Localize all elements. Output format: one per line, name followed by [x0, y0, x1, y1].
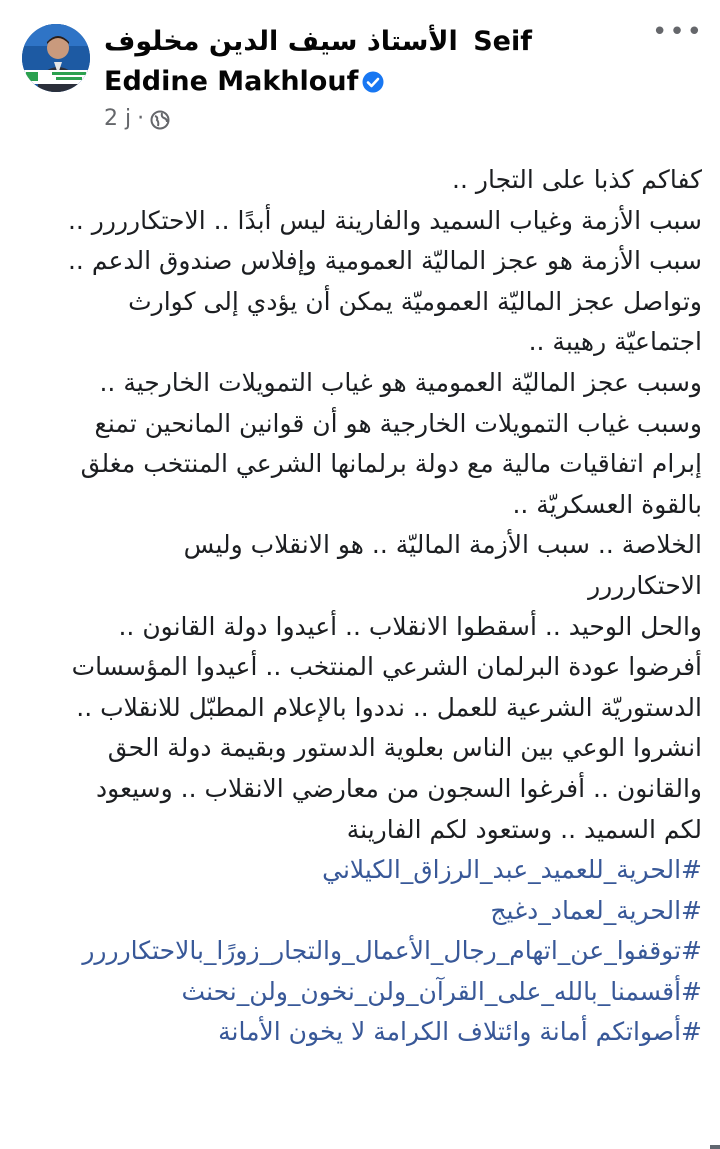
- hashtag-link[interactable]: #أقسمنا_بالله_على_القرآن_ولن_نخون_ولن_نحنث: [181, 976, 702, 1006]
- author-avatar[interactable]: [22, 24, 90, 92]
- author-name-arabic[interactable]: الأستاذ سيف الدين مخلوف: [104, 26, 458, 57]
- hashtag-link[interactable]: #توقفوا_عن_اتهام_رجال_الأعمال_والتجار_زورًا_بالاحتكارررر: [82, 936, 702, 966]
- hashtag-link[interactable]: #الحرية_للعميد_عبد_الرزاق_الكيلاني: [322, 855, 702, 885]
- scroll-indicator: [710, 1145, 720, 1149]
- post-line: وتواصل عجز الماليّة العموميّة يمكن أن يؤدي إلى كوارث: [128, 286, 702, 316]
- post-line: بالقوة العسكريّة ..: [512, 489, 702, 519]
- post-line: لكم السميد .. وستعود لكم الفارينة: [346, 814, 702, 844]
- hashtag-link[interactable]: #الحرية_لعماد_دغيج: [490, 895, 702, 925]
- author-name-latin[interactable]: Seif Eddine Makhlouf: [104, 26, 532, 97]
- post-meta: [104, 104, 170, 134]
- more-options-button[interactable]: •••: [652, 17, 705, 47]
- post-time[interactable]: 2 j: [104, 106, 132, 131]
- hashtag-link[interactable]: #أصواتكم أمانة وائتلاف الكرامة لا يخون الأمانة: [218, 1017, 702, 1047]
- post-line: إبرام اتفاقيات مالية مع دولة برلمانها الشرعي المنتخب مغلق: [80, 449, 702, 479]
- verified-badge-icon: [362, 65, 384, 87]
- meta-separator: ·: [137, 106, 145, 131]
- globe-icon[interactable]: [150, 109, 170, 129]
- post-line: سبب الأزمة هو عجز الماليّة العمومية وإفلاس صندوق الدعم ..: [67, 246, 702, 276]
- post-line: وسبب غياب التمويلات الخارجية هو أن قوانين المانحين تمنع: [94, 408, 702, 438]
- post-line: وسبب عجز الماليّة العمومية هو غياب التمويلات الخارجية ..: [99, 367, 702, 397]
- post-line: والحل الوحيد .. أسقطوا الانقلاب .. أعيدوا دولة القانون ..: [118, 611, 702, 641]
- post-line: الخلاصة .. سبب الأزمة الماليّة .. هو الانقلاب وليس: [183, 530, 702, 560]
- post-line: كفاكم كذبا على التجار ..: [452, 165, 702, 194]
- post-line: والقانون .. أفرغوا السجون من معارضي الانقلاب .. وسيعود: [96, 773, 702, 803]
- post-text: [18, 160, 702, 1053]
- post-line: أفرضوا عودة البرلمان الشرعي المنتخب .. أعيدوا المؤسسات: [71, 652, 702, 682]
- author-name[interactable]: [104, 22, 624, 102]
- post-line: الاحتكارررر: [588, 570, 702, 600]
- post-line: انشروا الوعي بين الناس بعلوية الدستور وبقيمة دولة الحق: [107, 733, 702, 763]
- post-line: سبب الأزمة وغياب السميد والفارينة ليس أبدًا .. الاحتكارررر ..: [67, 205, 702, 235]
- post-line: الدستوريّة الشرعية للعمل .. نددوا بالإعلام المطبّل للانقلاب ..: [76, 692, 702, 722]
- post-line: اجتماعيّة رهيبة ..: [528, 327, 702, 357]
